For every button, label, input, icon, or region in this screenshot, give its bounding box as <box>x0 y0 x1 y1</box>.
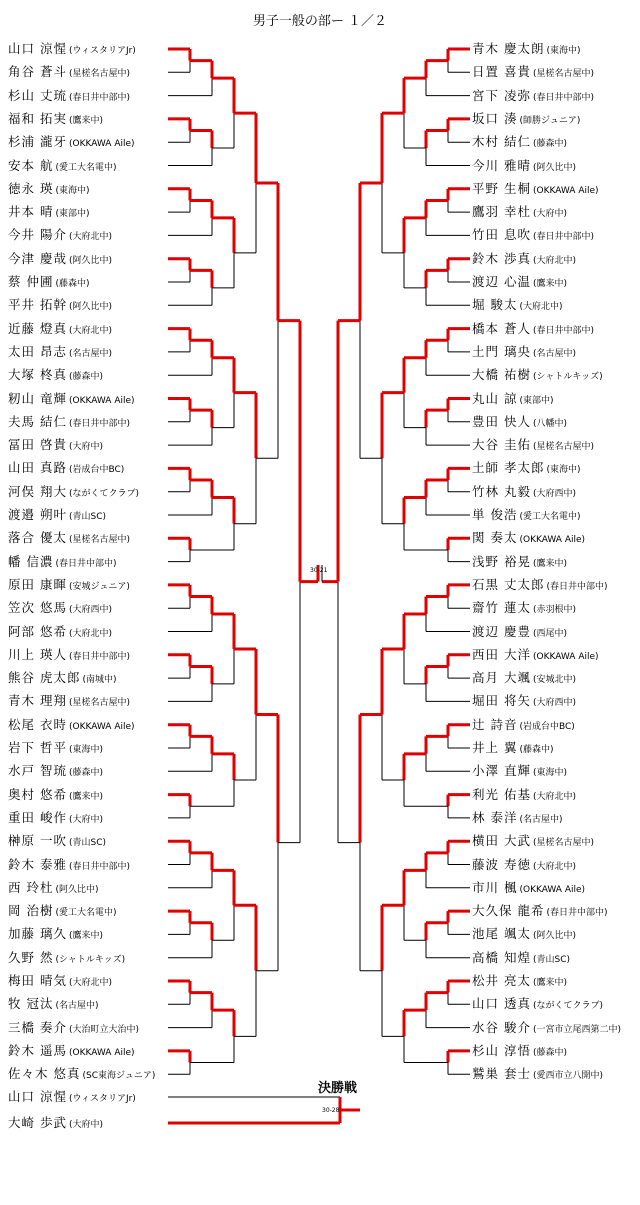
player-team: (大府北中) <box>68 325 113 336</box>
player-team: (岩成台中BC) <box>68 465 125 476</box>
player-team: (赤羽根中) <box>532 605 577 616</box>
player-name: 安本 航 <box>8 157 54 173</box>
player-name: 笠次 悠馬 <box>8 600 67 616</box>
player-team: (愛西市立八開中) <box>532 1071 604 1082</box>
player-name: 大塚 柊真 <box>8 367 67 383</box>
player-team: (OKKAWA Aile) <box>532 185 599 196</box>
player-name: 三橋 奏介 <box>8 1019 67 1035</box>
player-name: 久野 然 <box>8 949 54 965</box>
player-team: (阿久比中) <box>55 884 99 895</box>
player-team: (南城中) <box>82 675 117 686</box>
player-name: 池尾 颯太 <box>472 926 531 942</box>
player-team: (八幡中) <box>532 418 568 429</box>
player-name: 小澤 直輝 <box>472 763 531 779</box>
player-team: (星槎名古屋中) <box>532 69 595 80</box>
player-name: 大久保 龍希 <box>472 903 545 919</box>
player-name: 井上 翼 <box>472 740 518 755</box>
player-team: (藤森中) <box>68 372 104 383</box>
player-name: 高月 大颯 <box>472 670 531 686</box>
player-name: 橋本 蒼人 <box>472 320 531 336</box>
player-team: (大府北中) <box>519 302 563 313</box>
player-name: 岩下 哲平 <box>8 740 67 755</box>
player-team: (OKKAWA Aile) <box>68 139 135 150</box>
player-name: 山口 透真 <box>472 996 531 1012</box>
player-name: 土門 璃央 <box>472 343 531 359</box>
player-team: (東海中) <box>546 465 581 476</box>
player-name: 大橋 祐樹 <box>472 367 531 383</box>
player-team: (星槎名古屋中) <box>68 69 131 80</box>
player-team: (東海中) <box>55 185 90 196</box>
player-name: 重田 峻作 <box>8 809 67 825</box>
center-score: 30-21 <box>310 567 328 574</box>
player-team: (東部中) <box>55 209 90 220</box>
player-team: (鷹来中) <box>68 791 104 802</box>
player-team: (阿久比中) <box>532 162 577 173</box>
player-team: (春日井中部中) <box>532 232 595 243</box>
player-name: 井本 晴 <box>8 204 54 220</box>
player-team: (大府北中) <box>68 978 113 988</box>
player-team: (東海中) <box>546 46 581 56</box>
player-team: (SC東海ジュニア) <box>82 1071 156 1082</box>
player-name: 日置 喜貴 <box>472 64 531 80</box>
player-name: 市川 楓 <box>472 879 518 895</box>
player-team: (OKKAWA Aile) <box>519 535 586 546</box>
player-team: (シャトルキッズ) <box>532 372 603 383</box>
player-name: 蔡 仲圃 <box>8 274 54 289</box>
player-team: (大府中) <box>532 209 568 220</box>
player-name: 渡辺 心温 <box>472 274 531 289</box>
player-name: 山口 涼惺 <box>8 1089 67 1104</box>
player-team: (藤森中) <box>68 768 104 779</box>
player-name: 渡辺 慶豊 <box>472 623 531 639</box>
player-team: (春日井中部中) <box>532 325 595 336</box>
player-name: 高橋 知煌 <box>472 949 531 965</box>
player-name: 冨田 啓貴 <box>8 437 67 453</box>
player-name: 坂口 湊 <box>472 110 518 126</box>
final-match-label: 決勝戦 <box>318 1081 358 1096</box>
player-name: 堀 駿太 <box>472 297 518 313</box>
player-team: (岩成台中BC) <box>519 721 575 732</box>
player-team: (藤森中) <box>519 745 554 755</box>
player-team: (愛工大名電中) <box>55 162 117 173</box>
player-team: (春日井中部中) <box>532 92 595 103</box>
player-name: 牧 冠汰 <box>8 996 54 1012</box>
player-team: (東海中) <box>68 745 104 755</box>
player-name: 杉山 淳悟 <box>472 1042 531 1058</box>
player-team: (愛工大名電中) <box>519 512 581 522</box>
player-name: 鈴木 泰雅 <box>8 856 67 872</box>
player-team: (名古屋中) <box>55 1001 99 1012</box>
player-name: 宮下 凌弥 <box>472 87 531 103</box>
player-name: 阿部 悠希 <box>8 623 67 639</box>
player-name: 加藤 璃久 <box>8 926 67 942</box>
player-name: 青木 慶太朗 <box>472 41 545 56</box>
player-name: 石黒 丈太郎 <box>472 576 545 592</box>
player-team: (OKKAWA Aile) <box>68 721 135 732</box>
player-name: 豊田 快人 <box>472 413 531 429</box>
player-team: (大府北中) <box>532 255 577 266</box>
player-name: 西 玲杜 <box>8 879 54 895</box>
player-team: (大府北中) <box>68 232 113 243</box>
player-team: (ながくてクラブ) <box>532 1001 604 1012</box>
player-name: 太田 昂志 <box>8 343 67 359</box>
player-name: 梅田 晴気 <box>8 973 67 988</box>
player-team: (大府北中) <box>532 861 577 872</box>
player-team: (藤森中) <box>55 279 90 289</box>
player-team: (大治町立大治中) <box>68 1024 140 1035</box>
player-name: 丸山 諒 <box>472 390 518 406</box>
player-name: 山田 真路 <box>8 460 67 476</box>
player-team: (青山SC) <box>532 954 571 965</box>
player-team: (西尾中) <box>532 628 568 639</box>
player-team: (名古屋中) <box>68 348 113 359</box>
player-name: 土師 孝太郎 <box>472 460 545 476</box>
player-team: (阿久比中) <box>532 931 577 942</box>
player-team: (春日井中部中) <box>68 92 131 103</box>
player-team: (春日井中部中) <box>546 581 608 592</box>
player-name: 奥村 悠希 <box>8 786 67 802</box>
player-name: 浅野 裕晃 <box>472 553 531 569</box>
player-name: 辻 詩音 <box>472 716 518 732</box>
player-name: 水谷 駿介 <box>472 1019 531 1035</box>
page-title: 男子一般の部ー １／２ <box>252 14 388 29</box>
player-name: 大谷 圭佑 <box>472 437 531 453</box>
player-name: 徳永 瑛 <box>8 180 54 196</box>
player-team: (春日井中部中) <box>546 908 608 919</box>
player-name: 杉浦 瀧牙 <box>8 134 67 150</box>
player-name: 平井 拓幹 <box>8 297 67 313</box>
player-name: 大崎 歩武 <box>8 1115 67 1130</box>
player-name: 渡邉 朔叶 <box>8 507 67 522</box>
player-team: (大府西中) <box>532 488 577 499</box>
player-name: 熊谷 虎太郎 <box>8 670 81 686</box>
player-name: 幡 信濃 <box>8 553 54 569</box>
player-team: (春日井中部中) <box>55 558 117 569</box>
player-name: 平野 生桐 <box>472 180 531 196</box>
player-name: 松尾 衣時 <box>8 716 67 732</box>
player-name: 堀田 将矢 <box>472 693 531 709</box>
player-name: 藤波 寿徳 <box>472 856 531 872</box>
player-name: 岡 治樹 <box>8 903 54 919</box>
player-name: 籾山 竜輝 <box>8 390 67 406</box>
player-name: 川上 瑛人 <box>8 646 67 662</box>
player-team: (鷹来中) <box>532 558 568 569</box>
player-name: 単 俊浩 <box>472 507 518 522</box>
final-score: 30-28 <box>322 1107 340 1114</box>
player-name: 竹林 丸毅 <box>472 483 531 499</box>
player-name: 鷹羽 幸杜 <box>472 204 531 220</box>
player-team: (阿久比中) <box>68 302 113 313</box>
player-name: 今津 慶哉 <box>8 250 67 266</box>
player-name: 林 泰洋 <box>472 809 518 825</box>
player-team: (鷹来中) <box>68 115 104 126</box>
player-name: 松井 亮太 <box>472 973 531 988</box>
player-name: 齋竹 蓮太 <box>472 600 531 616</box>
player-team: (OKKAWA Aile) <box>532 651 599 662</box>
player-name: 西田 大洋 <box>472 646 531 662</box>
player-name: 河俣 翔大 <box>8 483 67 499</box>
player-team: (大府西中) <box>68 605 113 616</box>
player-team: (ながくてクラブ) <box>68 488 140 499</box>
player-team: (ウィスタリアJr) <box>68 1094 136 1104</box>
player-name: 関 奏太 <box>472 530 518 546</box>
player-name: 近藤 燈真 <box>8 320 67 336</box>
player-team: (一宮市立尾西第二中) <box>532 1024 622 1035</box>
player-name: 鈴木 遥馬 <box>8 1042 67 1058</box>
player-team: (鷹来中) <box>532 279 568 289</box>
player-team: (春日井中部中) <box>68 861 131 872</box>
player-team: (安城ジュニア) <box>68 581 130 592</box>
player-team: (OKKAWA Aile) <box>519 884 586 895</box>
player-team: (ウィスタリアJr) <box>68 46 136 56</box>
player-team: (師勝ジュニア) <box>519 115 581 126</box>
player-team: (大府北中) <box>532 791 577 802</box>
player-name: 鷲巣 套士 <box>472 1066 531 1082</box>
player-team: (名古屋中) <box>532 348 577 359</box>
player-team: (阿久比中) <box>68 255 113 266</box>
player-team: (星槎名古屋中) <box>532 838 595 849</box>
player-name: 福和 拓実 <box>8 110 67 126</box>
player-name: 今井 陽介 <box>8 227 67 243</box>
player-name: 鈴木 渉真 <box>472 250 531 266</box>
player-team: (東部中) <box>519 395 554 406</box>
player-team: (春日井中部中) <box>68 418 131 429</box>
player-team: (星槎名古屋中) <box>532 442 595 453</box>
player-team: (安城北中) <box>532 675 577 686</box>
player-name: 竹田 息吹 <box>472 227 531 243</box>
player-name: 利光 佑基 <box>472 786 531 802</box>
player-name: 角谷 蒼斗 <box>8 64 67 80</box>
player-team: (OKKAWA Aile) <box>68 395 135 406</box>
player-name: 落合 優太 <box>8 530 67 546</box>
player-team: (青山SC) <box>68 838 107 849</box>
player-team: (大府西中) <box>532 698 577 709</box>
player-team: (青山SC) <box>68 512 107 522</box>
player-team: (名古屋中) <box>519 814 563 825</box>
player-name: 榊原 一吹 <box>8 833 67 849</box>
player-team: (シャトルキッズ) <box>55 954 126 965</box>
player-team: (星槎名古屋中) <box>68 698 131 709</box>
player-team: (大府中) <box>68 442 104 453</box>
player-team: (OKKAWA Aile) <box>68 1047 135 1058</box>
player-team: (春日井中部中) <box>68 651 131 662</box>
player-team: (愛工大名電中) <box>55 908 117 919</box>
player-name: 杉山 丈琉 <box>8 87 67 103</box>
player-team: (東海中) <box>532 768 568 779</box>
player-team: (藤森中) <box>532 139 568 150</box>
player-team: (藤森中) <box>532 1047 568 1058</box>
player-name: 青木 理翔 <box>8 693 67 709</box>
player-team: (大府北中) <box>68 628 113 639</box>
player-team: (星槎名古屋中) <box>68 535 131 546</box>
player-team: (大府中) <box>68 1120 104 1130</box>
player-name: 横田 大武 <box>472 833 531 849</box>
player-name: 佐々木 悠真 <box>8 1066 81 1082</box>
player-team: (大府中) <box>68 814 104 825</box>
player-team: (鷹来中) <box>532 978 568 988</box>
player-name: 夫馬 結仁 <box>8 413 67 429</box>
player-name: 水戸 智琉 <box>8 763 67 779</box>
player-name: 山口 涼惺 <box>8 41 67 56</box>
player-name: 原田 康暉 <box>8 576 67 592</box>
player-name: 木村 結仁 <box>472 134 531 150</box>
player-name: 今川 雅晴 <box>472 157 531 173</box>
player-team: (鷹来中) <box>68 931 104 942</box>
